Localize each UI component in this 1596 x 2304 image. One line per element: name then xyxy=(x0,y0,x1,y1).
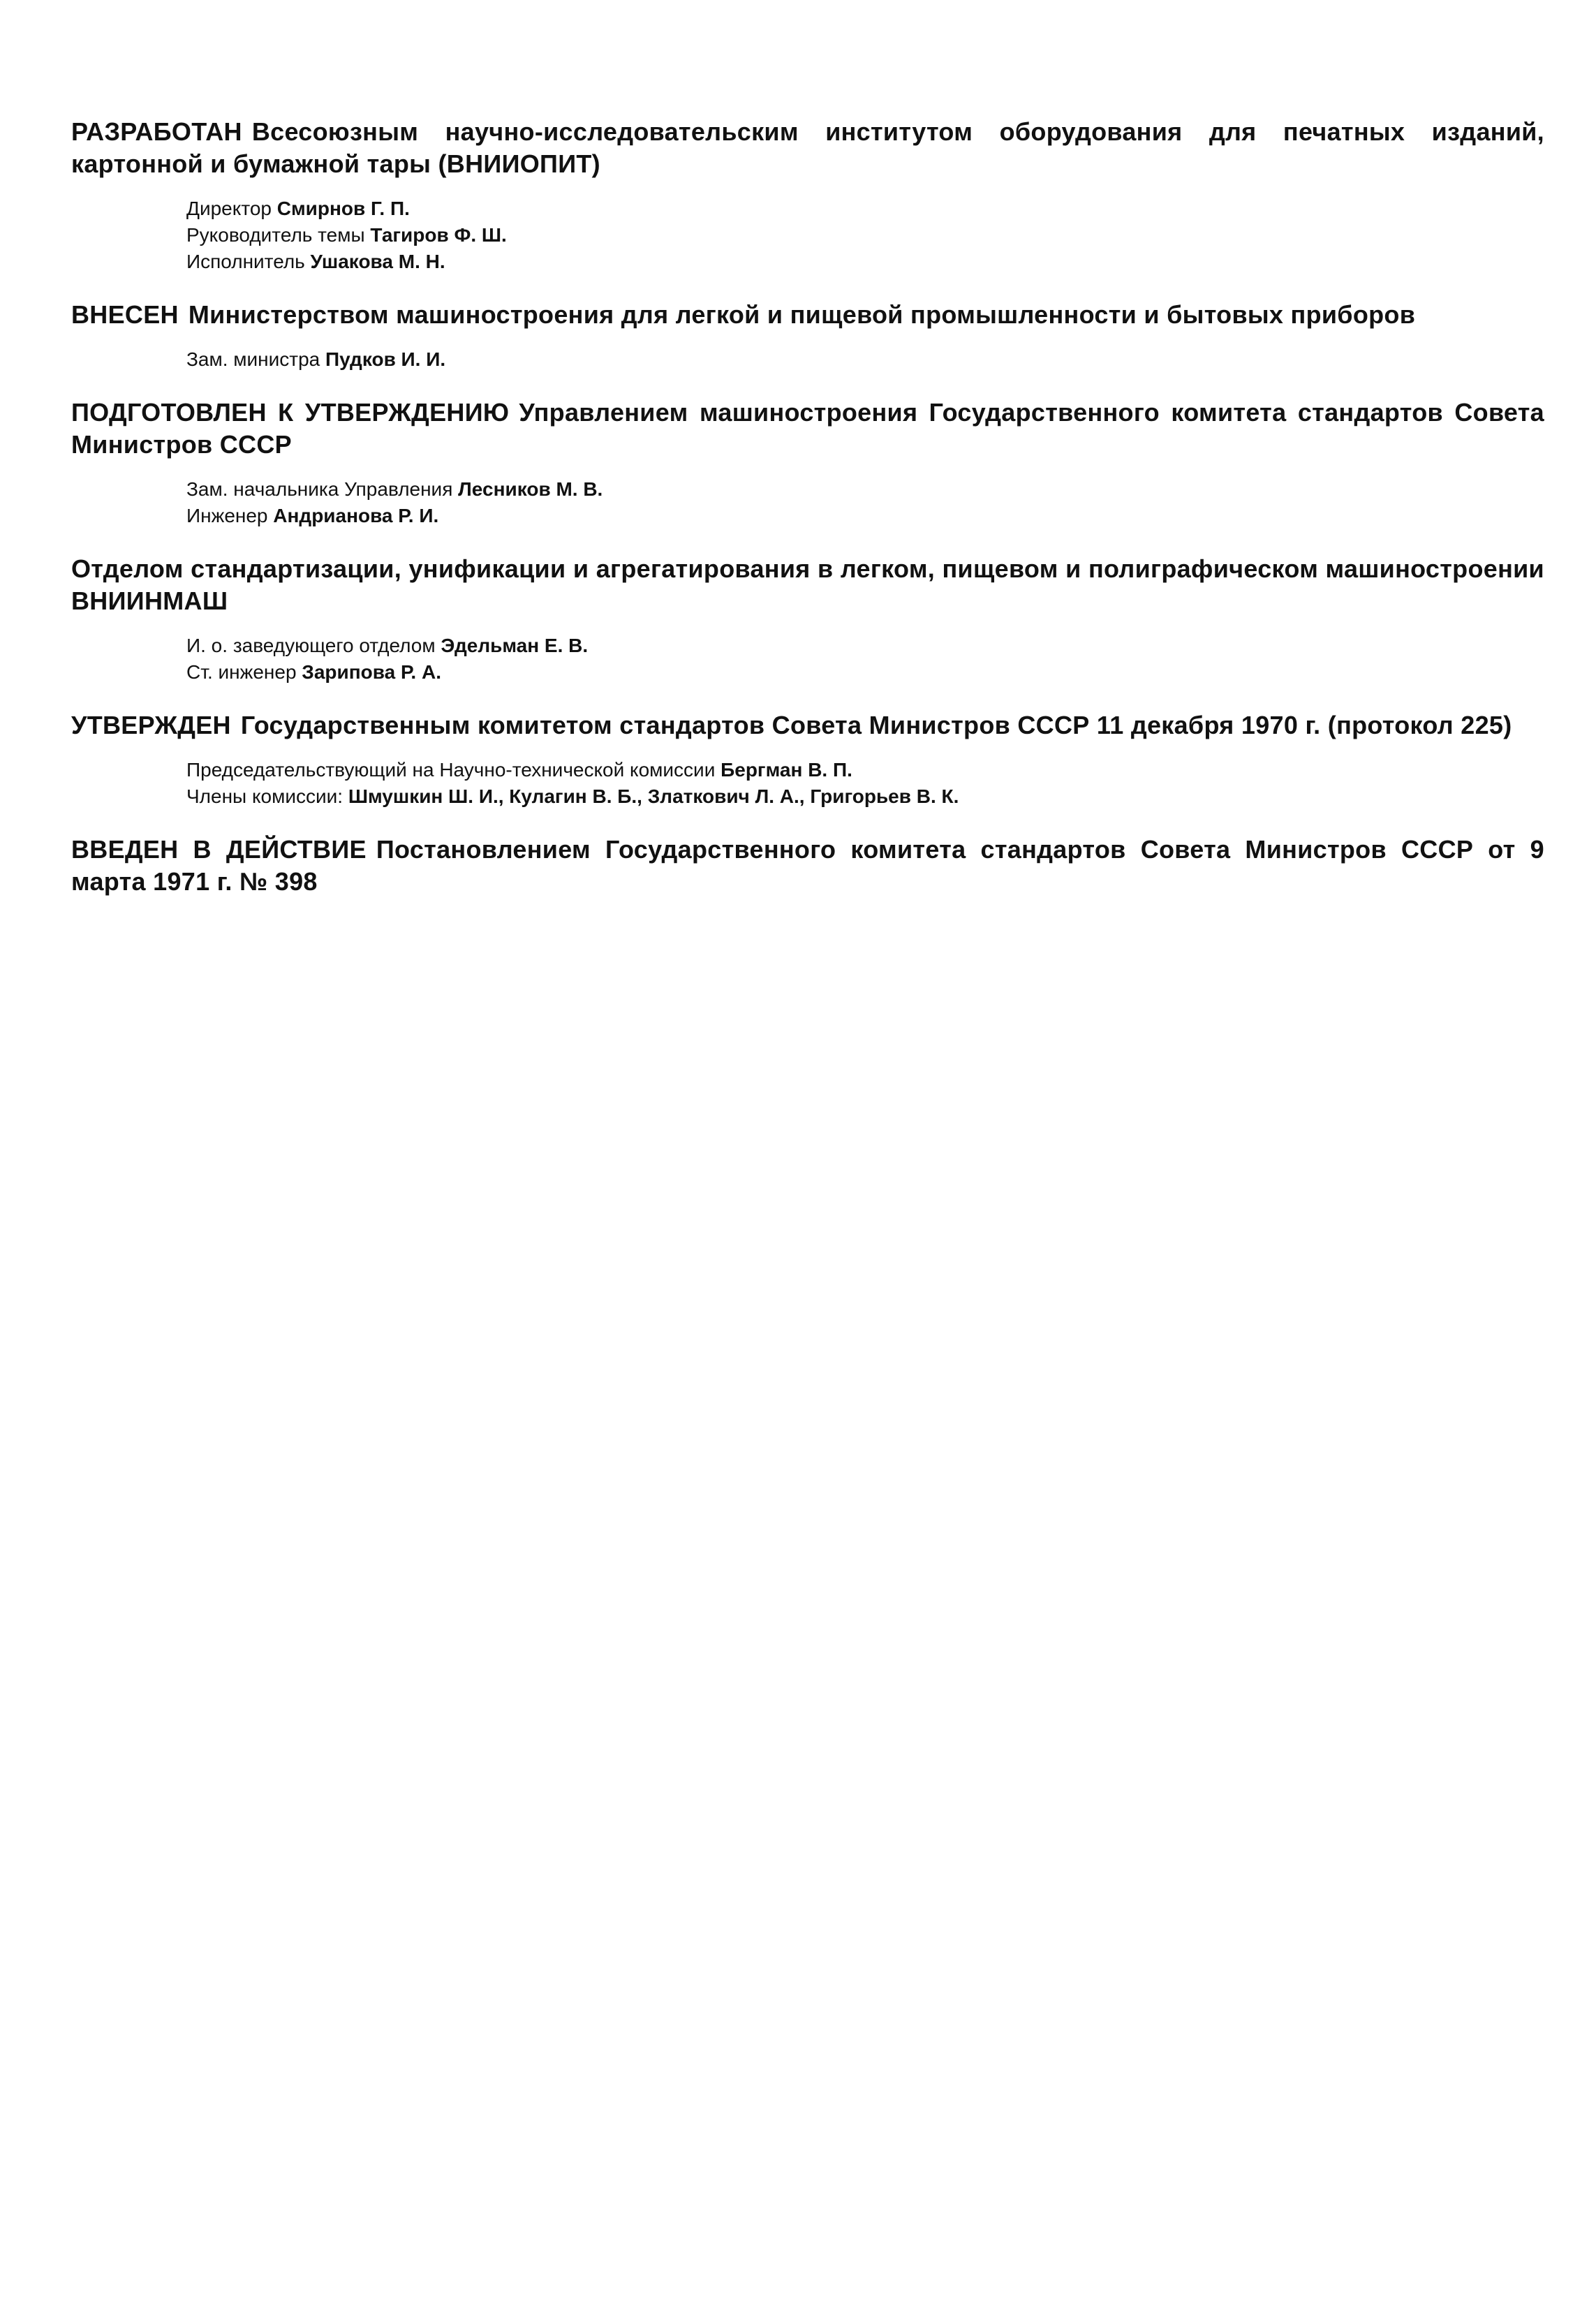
section-body: Постановлением Государственного комитета стандартов Совета Министров СССР от 9 марта 1971 г. № 398 xyxy=(71,835,1544,896)
people-list xyxy=(186,195,1544,275)
section-body: Всесоюзным научно-исследовательским институтом оборудования для печатных изданий, картонной и бумажной тары (ВНИИОПИТ) xyxy=(71,117,1544,178)
section-enacted xyxy=(71,834,1544,898)
person-name: Зарипова Р. А. xyxy=(302,661,441,683)
person-role: Зам. министра xyxy=(186,348,320,370)
section-text xyxy=(71,834,1544,898)
person-row xyxy=(186,633,1544,659)
section-text xyxy=(71,299,1544,331)
person-name: Смирнов Г. П. xyxy=(276,198,410,219)
section-text xyxy=(71,397,1544,461)
person-role: И. о. заведующего отделом xyxy=(186,635,436,656)
person-name: Ушакова М. Н. xyxy=(310,251,445,272)
people-list xyxy=(186,633,1544,686)
people-list xyxy=(186,757,1544,810)
section-lead: ПОДГОТОВЛЕН К УТВЕРЖДЕНИЮ xyxy=(71,398,510,427)
person-row xyxy=(186,346,1544,373)
person-name: Тагиров Ф. Ш. xyxy=(370,224,507,246)
person-row xyxy=(186,249,1544,275)
person-name: Андрианова Р. И. xyxy=(273,505,439,526)
person-role: Председательствующий на Научно-технической комиссии xyxy=(186,759,716,781)
person-role: Исполнитель xyxy=(186,251,305,272)
person-role: Руководитель темы xyxy=(186,224,365,246)
person-row xyxy=(186,195,1544,222)
section-lead: ВНЕСЕН xyxy=(71,300,179,329)
person-row xyxy=(186,757,1544,783)
section-developed xyxy=(71,116,1544,275)
section-body: Министерством машиностроения для легкой и пищевой промышленности и бытовых приборов xyxy=(188,300,1416,329)
person-row xyxy=(186,503,1544,529)
person-name: Пудков И. И. xyxy=(325,348,446,370)
section-submitted xyxy=(71,299,1544,373)
section-body: Государственным комитетом стандартов Совета Министров СССР 11 декабря 1970 г. (протокол 225) xyxy=(240,711,1512,739)
person-name: Эдельман Е. В. xyxy=(441,635,589,656)
people-list xyxy=(186,346,1544,373)
section-prepared xyxy=(71,397,1544,529)
person-role: Члены комиссии: xyxy=(186,785,343,807)
person-row xyxy=(186,222,1544,249)
section-text xyxy=(71,553,1544,617)
section-lead: РАЗРАБОТАН xyxy=(71,117,242,146)
people-list xyxy=(186,476,1544,529)
person-name: Лесников М. В. xyxy=(458,478,603,500)
person-name: Бергман В. П. xyxy=(721,759,852,781)
person-role: Зам. начальника Управления xyxy=(186,478,453,500)
section-approved xyxy=(71,709,1544,810)
person-row xyxy=(186,659,1544,686)
section-body: Отделом стандартизации, унификации и агрегатирования в легком, пищевом и полиграфическом машиностроении ВНИИНМАШ xyxy=(71,554,1544,615)
section-department xyxy=(71,553,1544,686)
person-role: Инженер xyxy=(186,505,268,526)
person-row xyxy=(186,783,1544,810)
document-page xyxy=(71,116,1544,898)
section-text xyxy=(71,709,1544,741)
person-name: Шмушкин Ш. И., Кулагин В. Б., Златкович Л. А., Григорьев В. К. xyxy=(348,785,959,807)
person-role: Директор xyxy=(186,198,272,219)
section-body: Управлением машиностроения Государственного комитета стандартов Совета Министров СССР xyxy=(71,398,1544,459)
person-row xyxy=(186,476,1544,503)
section-lead: УТВЕРЖДЕН xyxy=(71,711,231,739)
section-lead: ВВЕДЕН В ДЕЙСТВИЕ xyxy=(71,835,367,864)
section-text xyxy=(71,116,1544,180)
person-role: Ст. инженер xyxy=(186,661,297,683)
